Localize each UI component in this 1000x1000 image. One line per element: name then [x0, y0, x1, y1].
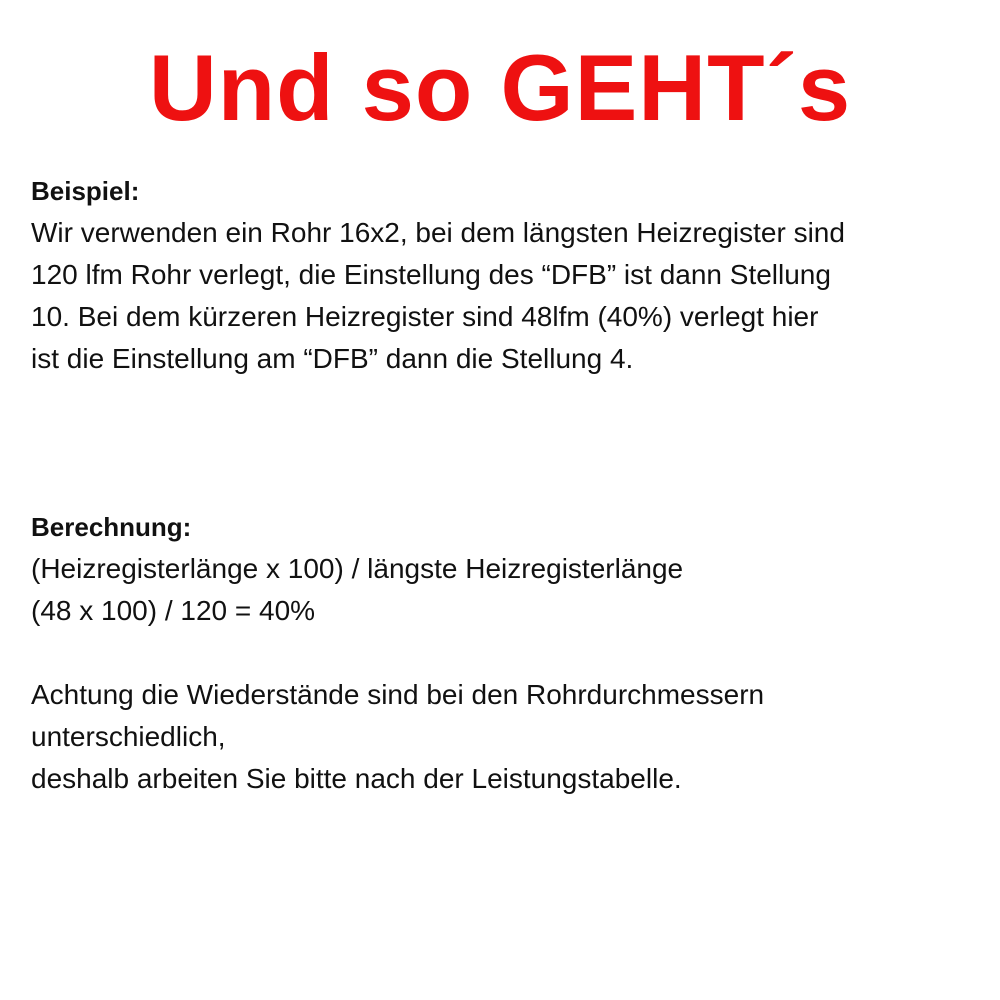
example-heading: Beispiel: — [31, 176, 140, 206]
calculation-example: (48 x 100) / 120 = 40% — [31, 595, 316, 626]
example-line: ist die Einstellung am “DFB” dann die Stellung 4. — [31, 343, 634, 374]
page-title: Und so GEHT´s — [148, 35, 852, 140]
example-line: 120 lfm Rohr verlegt, die Einstellung des “DFB” ist dann Stellung — [31, 259, 831, 290]
notice-section — [31, 674, 976, 800]
example-paragraph — [31, 212, 976, 380]
notice-line: unterschiedlich, — [31, 721, 226, 752]
calculation-heading: Berechnung: — [31, 512, 192, 542]
calculation-section — [31, 506, 976, 632]
notice-line: Achtung die Wiederstände sind bei den Rohrdurchmessern — [31, 679, 765, 710]
notice-line: deshalb arbeiten Sie bitte nach der Leistungstabelle. — [31, 763, 682, 794]
example-line: 10. Bei dem kürzeren Heizregister sind 48lfm (40%) verlegt hier — [31, 301, 819, 332]
example-section — [31, 170, 976, 380]
calculation-formula: (Heizregisterlänge x 100) / längste Heizregisterlänge — [31, 553, 684, 584]
example-line: Wir verwenden ein Rohr 16x2, bei dem längsten Heizregister sind — [31, 217, 845, 248]
